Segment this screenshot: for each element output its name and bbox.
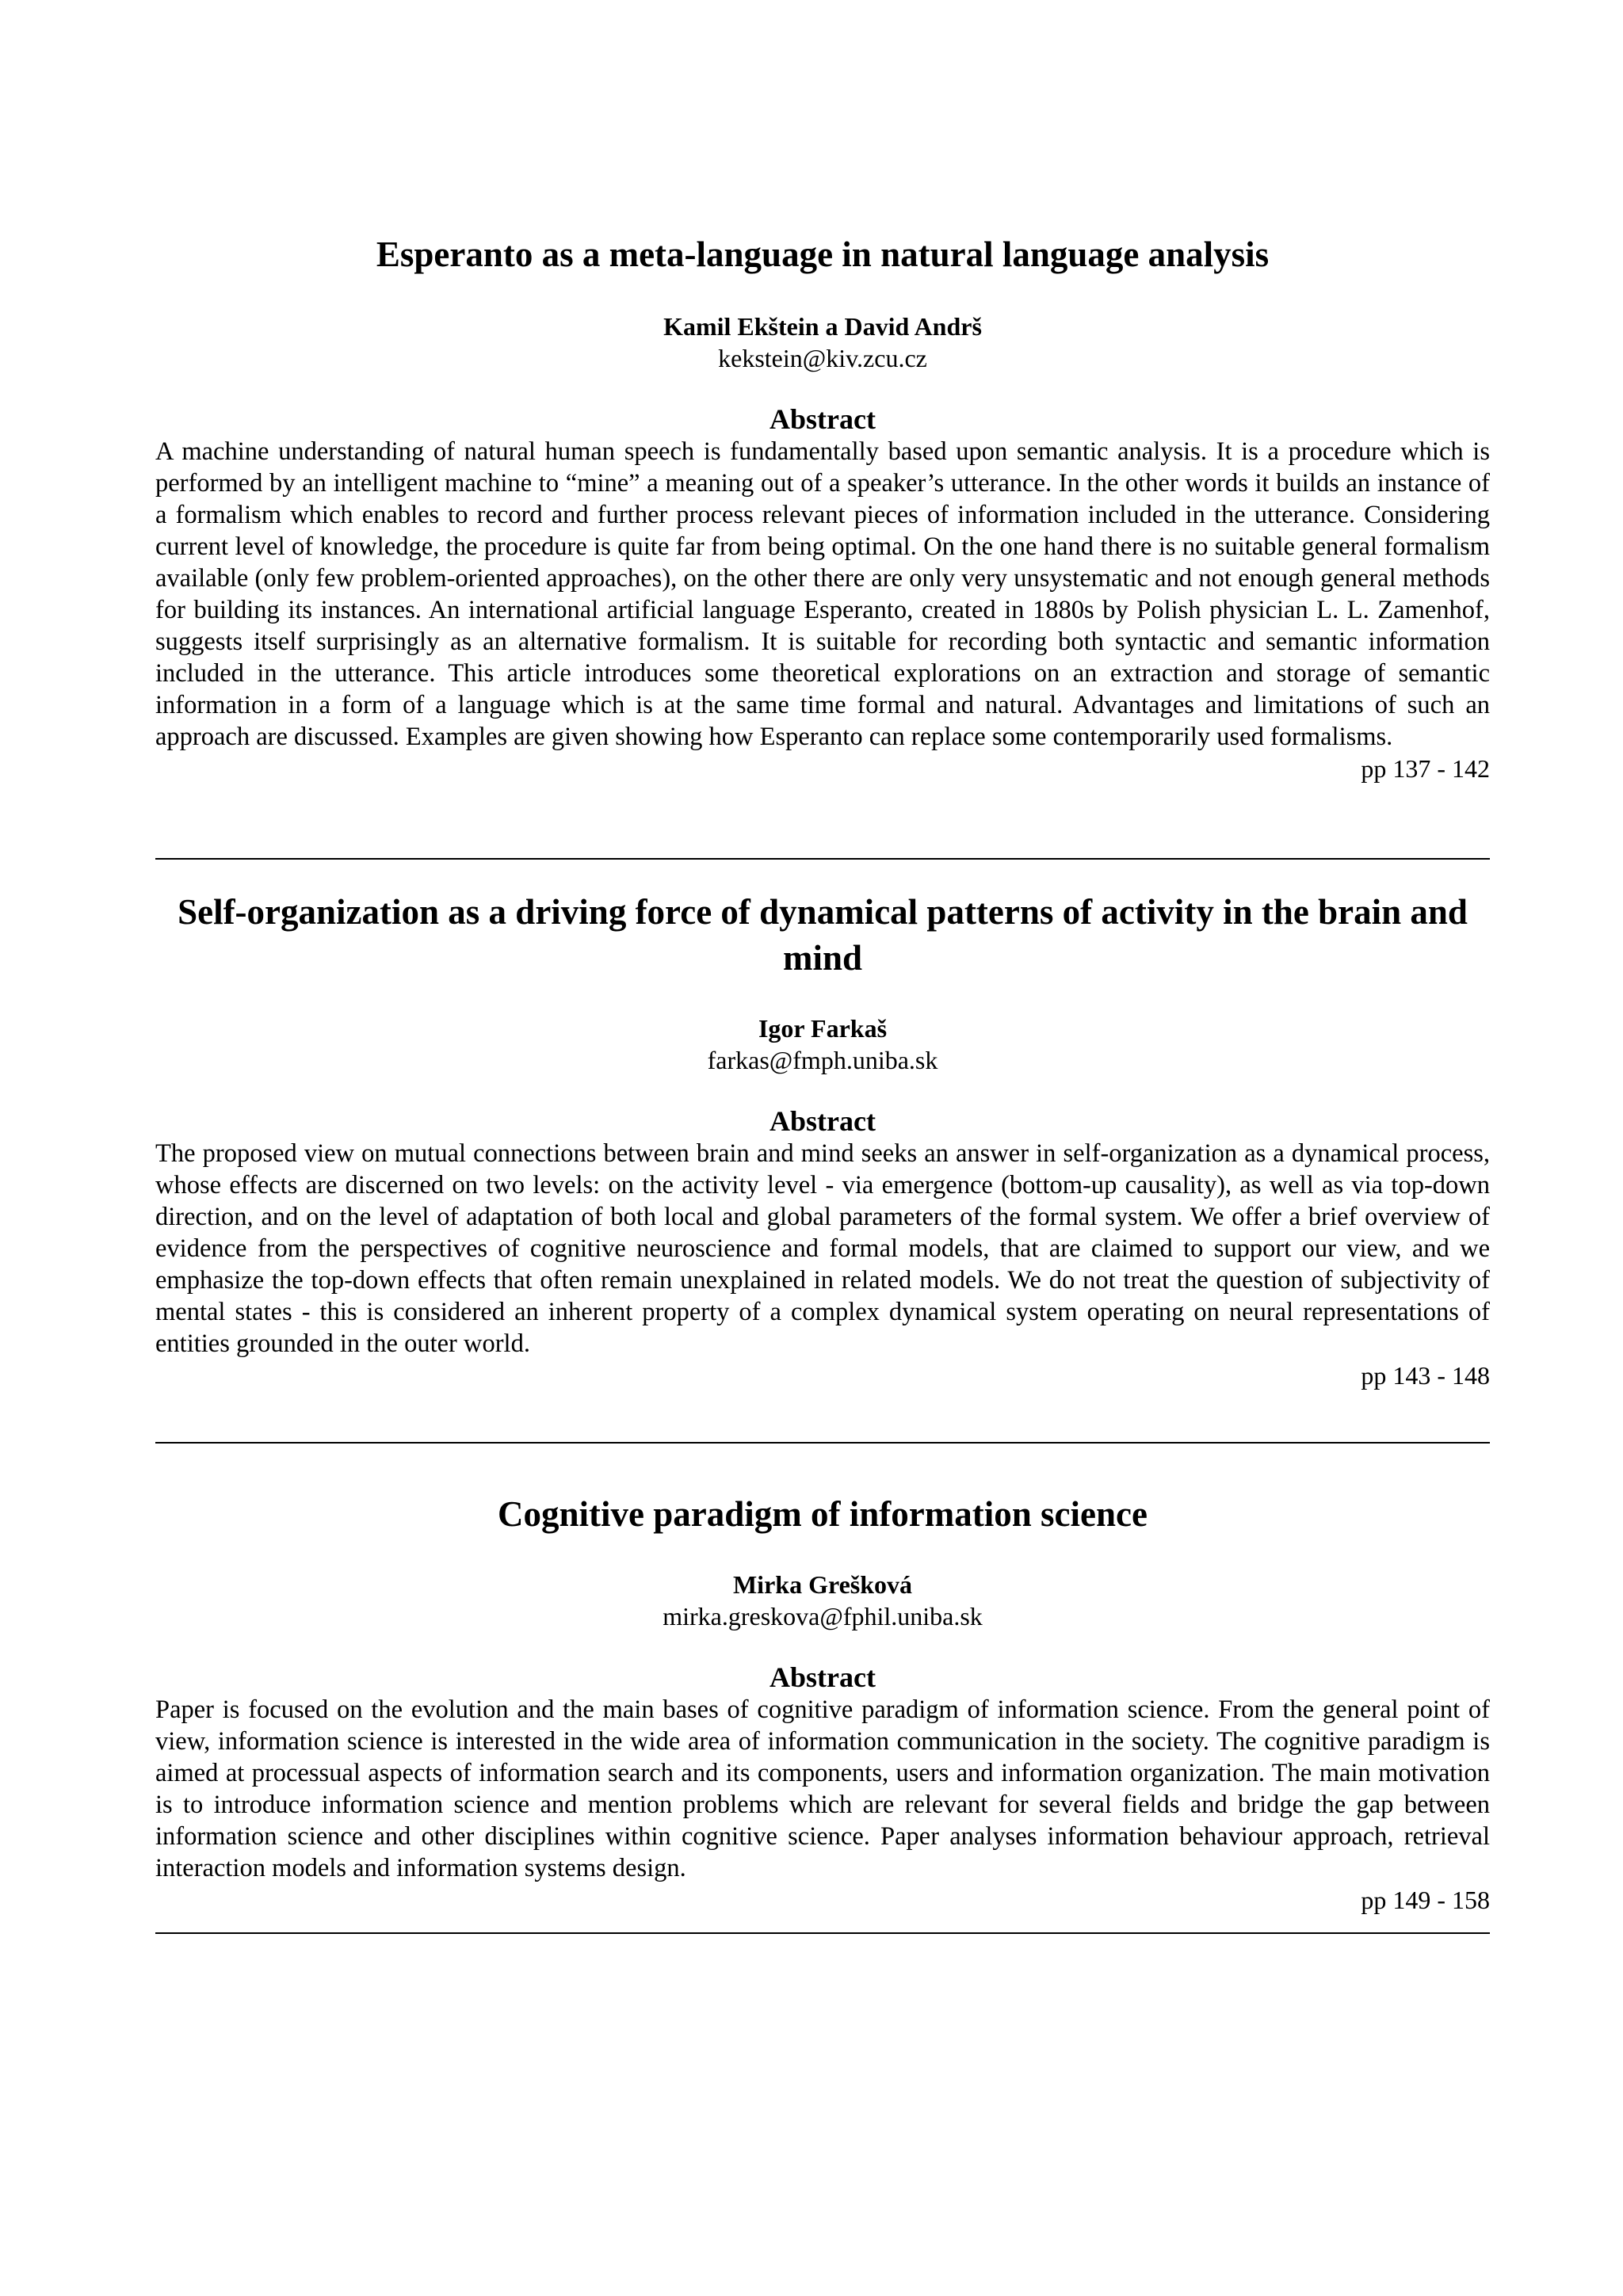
abstract-heading: Abstract [769,403,876,435]
abstract-heading: Abstract [769,1661,876,1693]
article-authors: Mirka Grešková [732,1570,913,1599]
section-divider [155,858,1490,860]
article-esperanto [155,231,1490,784]
article-title: Self-organization as a driving force of dynamical patterns of activity in the brain and mind [178,892,1468,978]
page-range: pp 143 - 148 [1361,1361,1490,1390]
article-title: Esperanto as a meta-language in natural language analysis [376,235,1270,274]
abstract-text: The proposed view on mutual connections between brain and mind seeks an answer in self-organization as a dynamical process, whose effects are discerned on two levels: on the activity level - via emergence (bottom-up causality), as well as via top-down direction, and on the level of adaptation of both local and global parameters of the formal system. We offer a brief overview of evidence from the perspectives of cognitive neuroscience and formal models, that are claimed to support our view, and we emphasize the top-down effects that often remain unexplained in related models. We do not treat the question of subjectivity of mental states - this is considered an inherent property of a complex dynamical system operating on neural representations of entities grounded in the outer world. [155,1139,1490,1358]
page-range: pp 149 - 158 [1361,1886,1490,1914]
article-title: Cognitive paradigm of information science [498,1494,1148,1534]
page-range: pp 137 - 142 [1361,754,1490,783]
article-self-organization [155,889,1490,1391]
abstract-text: A machine understanding of natural human speech is fundamentally based upon semantic analysis. It is a procedure which is performed by an intelligent machine to “mine” a meaning out of a speaker’s utterance. In the other words it builds an instance of a formalism which enables to record and further process relevant pieces of information included in the utterance. Considering current level of knowledge, the procedure is quite far from being optimal. On the one hand there is no suitable general formalism available (only few problem-oriented approaches), on the other there are only very unsystematic and not enough general methods for building its instances. An international artificial language Esperanto, created in 1880s by Polish physician L. L. Zamenhof, suggests itself surprisingly as an alternative formalism. It is suitable for recording both syntactic and semantic information included in the utterance. This article introduces some theoretical explorations on an extraction and storage of semantic information in a form of a language which is at the same time formal and natural. Advantages and limitations of such an approach are discussed. Examples are given showing how Esperanto can replace some contemporarily used formalisms. [155,437,1490,751]
article-authors: Igor Farkaš [758,1014,888,1043]
abstract-text: Paper is focused on the evolution and the main bases of cognitive paradigm of information science. From the general point of view, information science is interested in the wide area of information communication in the society. The cognitive paradigm is aimed at processual aspects of information search and its components, users and information organization. The main motivation is to introduce information science and mention problems which are relevant for several fields and bridge the gap between information science and other disciplines within cognitive science. Paper analyses information behaviour approach, retrieval interaction models and information systems design. [155,1695,1490,1882]
abstract-heading: Abstract [769,1105,876,1137]
section-divider [155,1932,1490,1934]
article-email: farkas@fmph.uniba.sk [707,1046,938,1074]
article-email: mirka.greskova@fphil.uniba.sk [663,1602,983,1630]
article-authors: Kamil Ekštein a David Andrš [663,312,982,341]
section-divider [155,1442,1490,1444]
article-email: kekstein@kiv.zcu.cz [718,344,927,372]
article-cognitive-paradigm [155,1491,1490,1916]
